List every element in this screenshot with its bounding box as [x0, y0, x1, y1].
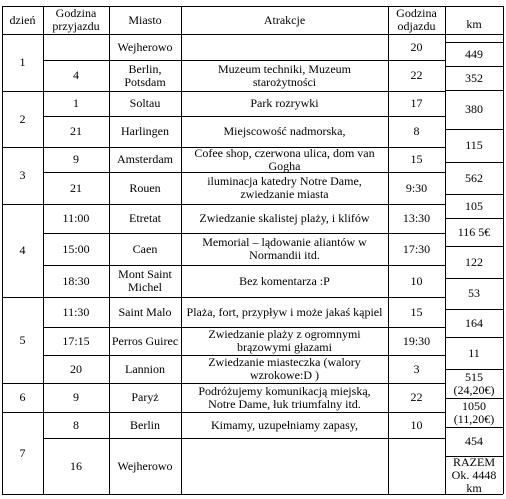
- km-cell: 1050 (11,20€): [453, 398, 495, 426]
- city-cell: Rouen: [129, 180, 161, 195]
- km-cell: 11: [468, 345, 480, 360]
- departure-cell: 10: [410, 417, 423, 432]
- departure-cell: [388, 438, 445, 494]
- departure-cell: 8: [413, 124, 420, 138]
- km-cell: 380: [465, 102, 483, 116]
- km-cell: 164: [465, 315, 483, 330]
- km-cell: 454: [465, 434, 483, 448]
- header-departure: Godzina odjazdu: [396, 6, 437, 33]
- departure-cell: 19:30: [402, 333, 431, 348]
- km-cell: 449: [465, 46, 483, 61]
- departure-cell: 3: [413, 361, 420, 376]
- arrival-cell: 9: [73, 152, 79, 166]
- day-cell: 5: [19, 332, 26, 347]
- header-day: dzień: [9, 12, 36, 27]
- km-cell: RAZEM Ok. 4448 km: [451, 454, 497, 495]
- table-rule: [2, 494, 445, 495]
- km-cell: 515 (24,20€): [453, 369, 495, 397]
- departure-cell: 10: [410, 273, 423, 288]
- city-cell: Wejherowo: [117, 458, 173, 473]
- departure-cell: 15: [410, 304, 423, 319]
- header-attractions: Atrakcje: [263, 12, 306, 27]
- km-cell: 122: [465, 254, 483, 269]
- attractions-cell: Zwiedzanie miasteczka (walory wzrokowe:D ): [208, 355, 361, 382]
- day-cell: 3: [19, 168, 26, 182]
- attractions-cell: Podróżujemy komunikacją miejską, Notre Dame, łuk triumfalny itd.: [198, 383, 371, 411]
- attractions-cell: Plaża, fort, przypływ i może jakaś kąpiel: [186, 304, 383, 319]
- arrival-cell: 20: [70, 361, 82, 376]
- departure-cell: 22: [410, 390, 423, 404]
- arrival-cell: 9: [73, 390, 79, 404]
- arrival-cell: [43, 34, 109, 60]
- day-cell: 2: [19, 111, 26, 126]
- departure-cell: 9:30: [405, 180, 428, 195]
- day-cell: 4: [19, 243, 26, 257]
- arrival-cell: 15:00: [62, 241, 90, 256]
- arrival-cell: 16: [70, 458, 82, 473]
- attractions-cell: Kimamy, uzupełniamy zapasy,: [210, 417, 359, 432]
- arrival-cell: 18:30: [62, 273, 90, 288]
- attractions-cell: Cofee shop, czerwona ulica, dom van Gogha: [194, 145, 375, 173]
- city-cell: Saint Malo: [118, 304, 172, 319]
- arrival-cell: 8: [73, 417, 79, 432]
- city-cell: Paryż: [131, 390, 159, 404]
- attractions-cell: [185, 34, 384, 60]
- km-cell: 105: [465, 198, 483, 213]
- day-cell: 7: [19, 445, 26, 460]
- attractions-cell: Zwiedzanie skalistej plaży, i klifów: [199, 211, 370, 225]
- arrival-cell: 1: [73, 96, 79, 110]
- km-cell: 115: [465, 138, 483, 152]
- departure-cell: 20: [410, 39, 423, 54]
- attractions-cell: iluminacja katedry Notre Dame, zwiedzanie miasta: [207, 174, 362, 201]
- arrival-cell: 21: [70, 124, 82, 138]
- attractions-cell: Muzeum techniki, Muzeum starożytności: [218, 61, 351, 89]
- arrival-cell: 17:15: [62, 333, 90, 348]
- city-cell: Perros Guirec: [111, 333, 179, 348]
- table-rule: [181, 6, 182, 494]
- arrival-cell: 11:00: [62, 211, 90, 225]
- arrival-cell: 21: [70, 180, 82, 195]
- city-cell: Wejherowo: [117, 39, 173, 54]
- departure-cell: 15: [410, 152, 423, 166]
- attractions-cell: Park rozrywki: [250, 96, 319, 110]
- attractions-cell: Miejscowość nadmorska,: [223, 124, 346, 138]
- city-cell: Mont Saint Michel: [118, 267, 172, 294]
- table-rule: [503, 6, 504, 494]
- day-cell: 6: [19, 390, 26, 404]
- header-km: km: [466, 16, 482, 31]
- departure-cell: 22: [410, 68, 423, 82]
- km-cell: 116 5€: [457, 224, 491, 239]
- city-cell: Etretat: [129, 211, 161, 225]
- km-cell: 562: [465, 170, 483, 185]
- header-city: Miasto: [128, 12, 162, 27]
- km-cell: 53: [468, 286, 480, 300]
- departure-cell: 13:30: [402, 211, 431, 225]
- city-cell: Amsterdam: [117, 152, 173, 166]
- day-cell: 1: [19, 55, 26, 69]
- city-cell: Harlingen: [121, 124, 169, 138]
- header-arrival: Godzina przyjazdu: [52, 6, 100, 33]
- city-cell: Lannion: [125, 361, 165, 376]
- city-cell: Berlin: [130, 417, 160, 432]
- arrival-cell: 4: [73, 68, 79, 82]
- departure-cell: 17: [410, 96, 423, 110]
- city-cell: Caen: [132, 241, 158, 256]
- attractions-cell: Bez komentarza :P: [239, 273, 330, 288]
- attractions-cell: [185, 438, 384, 494]
- attractions-cell: Zwiedzanie plaży z ogromnymi brązowymi głazami: [208, 327, 361, 354]
- city-cell: Berlin, Potsdam: [124, 61, 166, 89]
- departure-cell: 17:30: [402, 241, 431, 256]
- attractions-cell: Memorial – lądowanie aliantów w Normandii itd.: [202, 235, 367, 262]
- km-cell: 352: [465, 70, 483, 85]
- city-cell: Soltau: [129, 96, 161, 110]
- arrival-cell: 11:30: [62, 304, 90, 319]
